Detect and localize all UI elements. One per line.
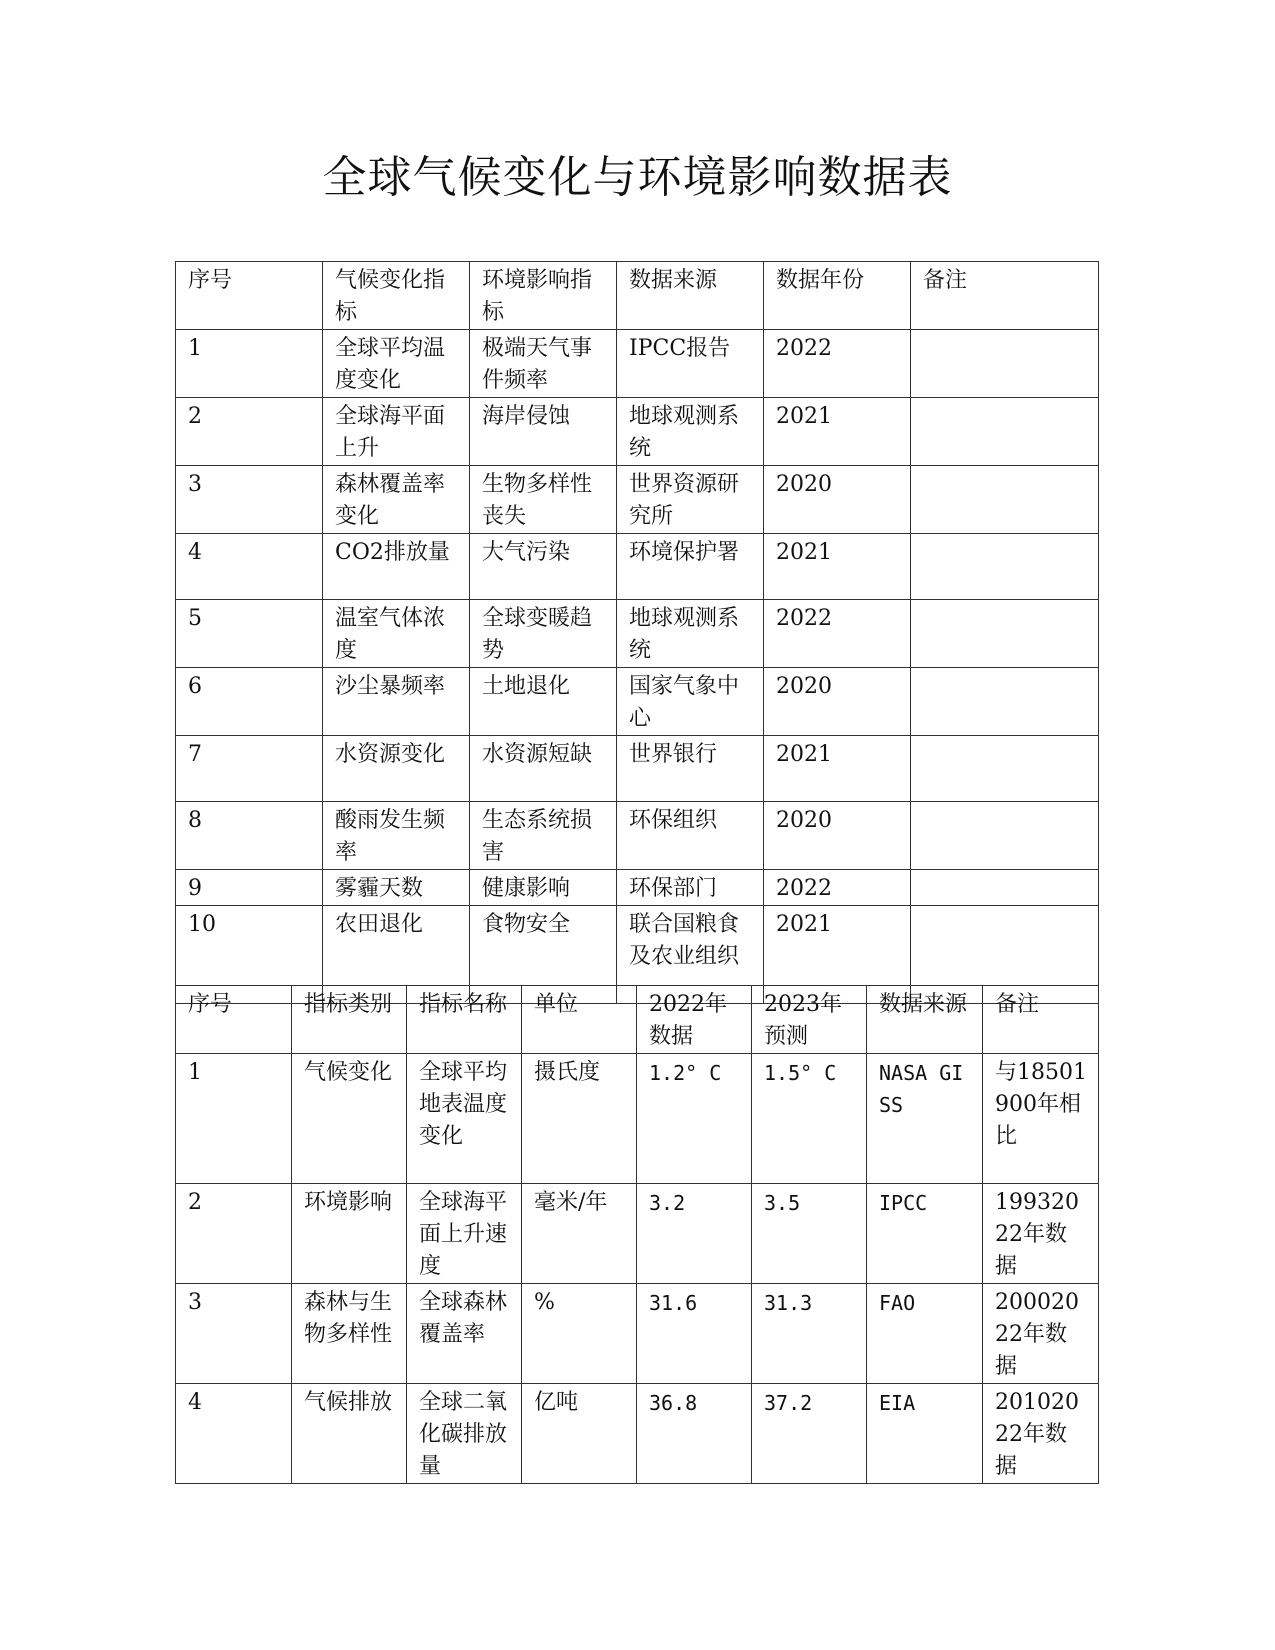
table1-cell: 7 — [176, 736, 323, 802]
table2-cell: 20102022年数据 — [983, 1384, 1099, 1484]
table1-cell: 全球平均温度变化 — [323, 330, 470, 398]
table1-cell: 6 — [176, 668, 323, 736]
table2-cell: IPCC — [867, 1184, 983, 1284]
table1-cell: 沙尘暴频率 — [323, 668, 470, 736]
table1-cell: 4 — [176, 534, 323, 600]
table1-cell: 3 — [176, 466, 323, 534]
table1-cell — [911, 668, 1099, 736]
table1-cell: IPCC报告 — [617, 330, 764, 398]
table1-cell: 2022 — [764, 600, 911, 668]
table1-cell — [911, 398, 1099, 466]
table2-header-cell: 数据来源 — [867, 986, 983, 1054]
table1-cell — [911, 330, 1099, 398]
table1-cell: 环保组织 — [617, 802, 764, 870]
table1-row — [176, 802, 1099, 870]
table1-cell: 全球变暖趋势 — [470, 600, 617, 668]
table2-cell: 1.2° C — [637, 1054, 752, 1184]
table1-cell: 8 — [176, 802, 323, 870]
table2-cell: 全球平均地表温度变化 — [407, 1054, 522, 1184]
table2-cell: 19932022年数据 — [983, 1184, 1099, 1284]
table2-header-cell: 备注 — [983, 986, 1099, 1054]
table1-cell: 森林覆盖率变化 — [323, 466, 470, 534]
table1-cell: 2021 — [764, 736, 911, 802]
table2-cell: 全球二氧化碳排放量 — [407, 1384, 522, 1484]
table1-cell — [911, 466, 1099, 534]
table1-cell — [911, 870, 1099, 906]
table1-row — [176, 600, 1099, 668]
table2-header-cell: 2023年预测 — [752, 986, 867, 1054]
table1-cell: 大气污染 — [470, 534, 617, 600]
table1-cell: 国家气象中心 — [617, 668, 764, 736]
table2-cell: 31.6 — [637, 1284, 752, 1384]
table1-row — [176, 668, 1099, 736]
table2-cell: 37.2 — [752, 1384, 867, 1484]
table2-cell: 3 — [176, 1284, 292, 1384]
table1-cell: 2021 — [764, 534, 911, 600]
table1-cell: 2020 — [764, 802, 911, 870]
table2-cell: 2 — [176, 1184, 292, 1284]
table1-cell: 2021 — [764, 398, 911, 466]
table1-cell: 酸雨发生频率 — [323, 802, 470, 870]
table2-cell: 亿吨 — [522, 1384, 637, 1484]
table1-cell: 联合国粮食及农业组织 — [617, 906, 764, 1004]
table1-header-cell: 气候变化指标 — [323, 262, 470, 330]
table1-cell — [911, 736, 1099, 802]
table1-cell: 生物多样性丧失 — [470, 466, 617, 534]
table1-cell: 1 — [176, 330, 323, 398]
table1-cell: 全球海平面上升 — [323, 398, 470, 466]
table2-cell: 31.3 — [752, 1284, 867, 1384]
table1-cell: 10 — [176, 906, 323, 1004]
table2-row — [176, 1184, 1099, 1284]
table1-cell: 世界银行 — [617, 736, 764, 802]
table2-header-row — [176, 986, 1099, 1054]
table1-cell — [911, 534, 1099, 600]
table1-cell: 2 — [176, 398, 323, 466]
table2-cell: 摄氏度 — [522, 1054, 637, 1184]
table1-cell: 2021 — [764, 906, 911, 1004]
table1-cell: 2020 — [764, 466, 911, 534]
table1-cell: 极端天气事件频率 — [470, 330, 617, 398]
table1-header-cell: 数据年份 — [764, 262, 911, 330]
table2-cell: 环境影响 — [292, 1184, 407, 1284]
table1-cell — [911, 802, 1099, 870]
table2-cell: NASA GISS — [867, 1054, 983, 1184]
table1-cell: 雾霾天数 — [323, 870, 470, 906]
table1-cell — [911, 600, 1099, 668]
table1-header-row — [176, 262, 1099, 330]
table2-row — [176, 1284, 1099, 1384]
table1-cell: 温室气体浓度 — [323, 600, 470, 668]
table2-cell: 与18501900年相比 — [983, 1054, 1099, 1184]
table1-cell: 海岸侵蚀 — [470, 398, 617, 466]
table2-cell: FAO — [867, 1284, 983, 1384]
climate-indicator-table — [175, 261, 1099, 1004]
table2-cell: 1 — [176, 1054, 292, 1184]
table2-cell: 36.8 — [637, 1384, 752, 1484]
table2-cell: 毫米/年 — [522, 1184, 637, 1284]
table2-cell: 全球森林覆盖率 — [407, 1284, 522, 1384]
table1-cell: 地球观测系统 — [617, 398, 764, 466]
table1-row — [176, 330, 1099, 398]
table2-header-cell: 指标类别 — [292, 986, 407, 1054]
table2-cell: 3.2 — [637, 1184, 752, 1284]
table1-row — [176, 534, 1099, 600]
table1-row — [176, 870, 1099, 906]
table2-cell: 1.5° C — [752, 1054, 867, 1184]
table1-cell: 世界资源研究所 — [617, 466, 764, 534]
table1-cell: 环保部门 — [617, 870, 764, 906]
table2-cell: 4 — [176, 1384, 292, 1484]
table1-cell: 环境保护署 — [617, 534, 764, 600]
table1-header-cell: 序号 — [176, 262, 323, 330]
table1-header-cell: 备注 — [911, 262, 1099, 330]
table2-cell: 全球海平面上升速度 — [407, 1184, 522, 1284]
table2-cell: EIA — [867, 1384, 983, 1484]
table1-cell: 土地退化 — [470, 668, 617, 736]
page-title: 全球气候变化与环境影响数据表 — [322, 152, 953, 203]
table2-cell: 气候变化 — [292, 1054, 407, 1184]
table2-header-cell: 单位 — [522, 986, 637, 1054]
table1-header-cell: 环境影响指标 — [470, 262, 617, 330]
table1-cell: 地球观测系统 — [617, 600, 764, 668]
table1-cell: 水资源短缺 — [470, 736, 617, 802]
table1-cell: 农田退化 — [323, 906, 470, 1004]
table2-cell: 3.5 — [752, 1184, 867, 1284]
table2-row — [176, 1384, 1099, 1484]
table2-cell: 气候排放 — [292, 1384, 407, 1484]
table2-cell: 20002022年数据 — [983, 1284, 1099, 1384]
table2-cell: 森林与生物多样性 — [292, 1284, 407, 1384]
table1-header-cell: 数据来源 — [617, 262, 764, 330]
table1-cell: CO2排放量 — [323, 534, 470, 600]
table1-row — [176, 736, 1099, 802]
table2-header-cell: 2022年数据 — [637, 986, 752, 1054]
table1-cell: 2022 — [764, 870, 911, 906]
table1-cell: 水资源变化 — [323, 736, 470, 802]
table1-cell: 9 — [176, 870, 323, 906]
table1-cell: 2022 — [764, 330, 911, 398]
table2-header-cell: 指标名称 — [407, 986, 522, 1054]
table2-row — [176, 1054, 1099, 1184]
table1-cell: 食物安全 — [470, 906, 617, 1004]
table1-cell: 健康影响 — [470, 870, 617, 906]
table1-cell: 5 — [176, 600, 323, 668]
climate-data-table — [175, 985, 1099, 1484]
table2-cell: % — [522, 1284, 637, 1384]
table1-cell: 生态系统损害 — [470, 802, 617, 870]
table1-row — [176, 398, 1099, 466]
table2-header-cell: 序号 — [176, 986, 292, 1054]
table1-cell: 2020 — [764, 668, 911, 736]
table1-row — [176, 466, 1099, 534]
